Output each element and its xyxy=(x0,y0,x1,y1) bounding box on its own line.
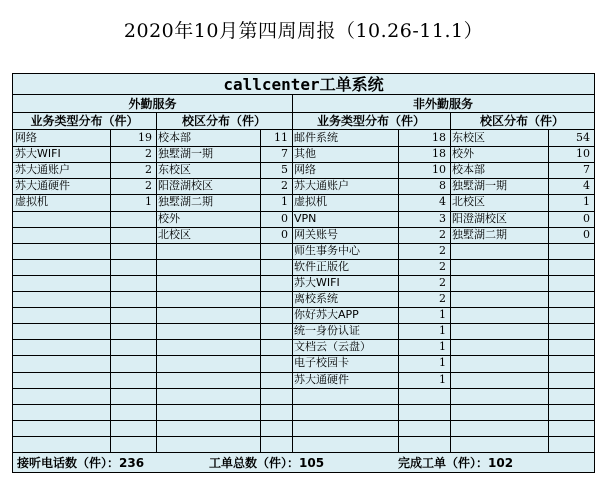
ticket-sheet xyxy=(12,73,595,473)
non-outside-business-value: 1 xyxy=(439,324,446,338)
non-outside-campus-value: 4 xyxy=(583,179,590,193)
data-grid xyxy=(13,130,594,452)
non-outside-campus-label: 独墅湖一期 xyxy=(452,179,507,193)
non-outside-business-label: 师生事务中心 xyxy=(294,243,360,257)
non-outside-business-value: 2 xyxy=(439,259,446,273)
column-divider xyxy=(450,113,451,452)
outside-campus-value: 0 xyxy=(281,211,288,225)
non-outside-business-value: 1 xyxy=(439,356,446,370)
non-outside-business-label: 虚拟机 xyxy=(294,195,327,209)
non-outside-business-value: 1 xyxy=(439,308,446,322)
non-outside-campus-header: 校区分布（件） xyxy=(450,113,594,130)
outside-business-label: 网络 xyxy=(15,131,37,144)
outside-campus-label: 校本部 xyxy=(158,131,191,144)
non-outside-business-label: VPN xyxy=(294,211,317,225)
outside-campus-label: 独墅湖一期 xyxy=(158,147,213,161)
non-outside-business-value: 2 xyxy=(439,227,446,241)
non-outside-business-header: 业务类型分布（件） xyxy=(292,113,450,130)
non-outside-business-value: 2 xyxy=(439,292,446,305)
outside-campus-value: 7 xyxy=(281,147,288,161)
non-outside-campus-value: 54 xyxy=(576,131,590,144)
calls-total: 接听电话数（件）：236 xyxy=(17,456,145,470)
outside-campus-label: 东校区 xyxy=(158,163,191,177)
outside-campus-value: 5 xyxy=(281,163,288,177)
completed-total: 完成工单（件）：102 xyxy=(398,456,514,470)
non-outside-business-value: 3 xyxy=(439,211,446,225)
summary-footer xyxy=(13,452,594,473)
non-outside-business-label: 你好苏大APP xyxy=(294,308,359,322)
value-divider xyxy=(110,130,111,452)
outside-campus-label: 北校区 xyxy=(158,227,191,241)
non-outside-business-value: 18 xyxy=(432,131,446,144)
non-outside-campus-value: 0 xyxy=(583,211,590,225)
outside-business-value: 2 xyxy=(145,147,152,161)
non-outside-business-label: 软件正版化 xyxy=(294,259,349,273)
non-outside-campus-value: 7 xyxy=(583,163,590,177)
section-outside-header: 外勤服务 xyxy=(13,95,292,113)
outside-business-header: 业务类型分布（件） xyxy=(13,113,156,130)
system-title: callcenter工单系统 xyxy=(13,74,594,95)
outside-business-label: 虚拟机 xyxy=(15,195,48,209)
non-outside-business-value: 2 xyxy=(439,275,446,289)
report-title: 2020年10月第四周周报（10.26-11.1） xyxy=(123,20,484,42)
non-outside-campus-value: 10 xyxy=(576,147,590,161)
non-outside-campus-label: 独墅湖二期 xyxy=(452,227,507,241)
non-outside-business-label: 离校系统 xyxy=(294,292,338,305)
non-outside-business-value: 2 xyxy=(439,243,446,257)
outside-business-value: 19 xyxy=(138,131,152,144)
non-outside-business-label: 电子校园卡 xyxy=(294,356,349,370)
outside-campus-label: 阳澄湖校区 xyxy=(158,179,213,193)
non-outside-business-label: 网络 xyxy=(294,163,316,177)
outside-business-label: 苏大WIFI xyxy=(15,147,61,161)
non-outside-business-value: 8 xyxy=(439,179,446,193)
non-outside-business-label: 其他 xyxy=(294,147,316,161)
outside-campus-value: 11 xyxy=(274,131,288,144)
non-outside-campus-value: 1 xyxy=(583,195,590,209)
section-divider xyxy=(292,95,293,452)
outside-campus-label: 校外 xyxy=(158,211,180,225)
non-outside-business-label: 邮件系统 xyxy=(294,131,338,144)
outside-business-label: 苏大通硬件 xyxy=(15,179,70,193)
outside-business-label: 苏大通账户 xyxy=(15,163,70,177)
grid-row-line xyxy=(13,436,594,437)
non-outside-business-label: 苏大WIFI xyxy=(294,275,340,289)
grid-row-line xyxy=(13,420,594,421)
non-outside-campus-label: 东校区 xyxy=(452,131,485,144)
grid-row-line xyxy=(13,388,594,389)
non-outside-business-value: 18 xyxy=(432,147,446,161)
non-outside-campus-label: 北校区 xyxy=(452,195,485,209)
non-outside-campus-value: 0 xyxy=(583,227,590,241)
outside-campus-value: 1 xyxy=(281,195,288,209)
value-divider xyxy=(398,130,399,452)
outside-business-value: 1 xyxy=(145,195,152,209)
non-outside-business-label: 文档云（云盘） xyxy=(294,340,371,354)
section-non-outside-header: 非外勤服务 xyxy=(292,95,594,113)
outside-campus-label: 独墅湖二期 xyxy=(158,195,213,209)
grid-row-line xyxy=(13,404,594,405)
non-outside-business-label: 苏大通硬件 xyxy=(294,372,349,386)
non-outside-business-value: 10 xyxy=(432,163,446,177)
non-outside-business-label: 网关账号 xyxy=(294,227,338,241)
value-divider xyxy=(260,130,261,452)
non-outside-business-label: 统一身份认证 xyxy=(294,324,360,338)
non-outside-business-label: 苏大通账户 xyxy=(294,179,349,193)
outside-business-value: 2 xyxy=(145,179,152,193)
non-outside-campus-label: 阳澄湖校区 xyxy=(452,211,507,225)
outside-business-value: 2 xyxy=(145,163,152,177)
tickets-total: 工单总数（件）：105 xyxy=(209,456,325,470)
outside-campus-header: 校区分布（件） xyxy=(156,113,292,130)
non-outside-business-value: 1 xyxy=(439,372,446,386)
non-outside-campus-label: 校外 xyxy=(452,147,474,161)
non-outside-business-value: 1 xyxy=(439,340,446,354)
outside-campus-value: 0 xyxy=(281,227,288,241)
column-divider xyxy=(156,113,157,452)
non-outside-campus-label: 校本部 xyxy=(452,163,485,177)
value-divider xyxy=(548,130,549,452)
non-outside-business-value: 4 xyxy=(439,195,446,209)
outside-campus-value: 2 xyxy=(281,179,288,193)
